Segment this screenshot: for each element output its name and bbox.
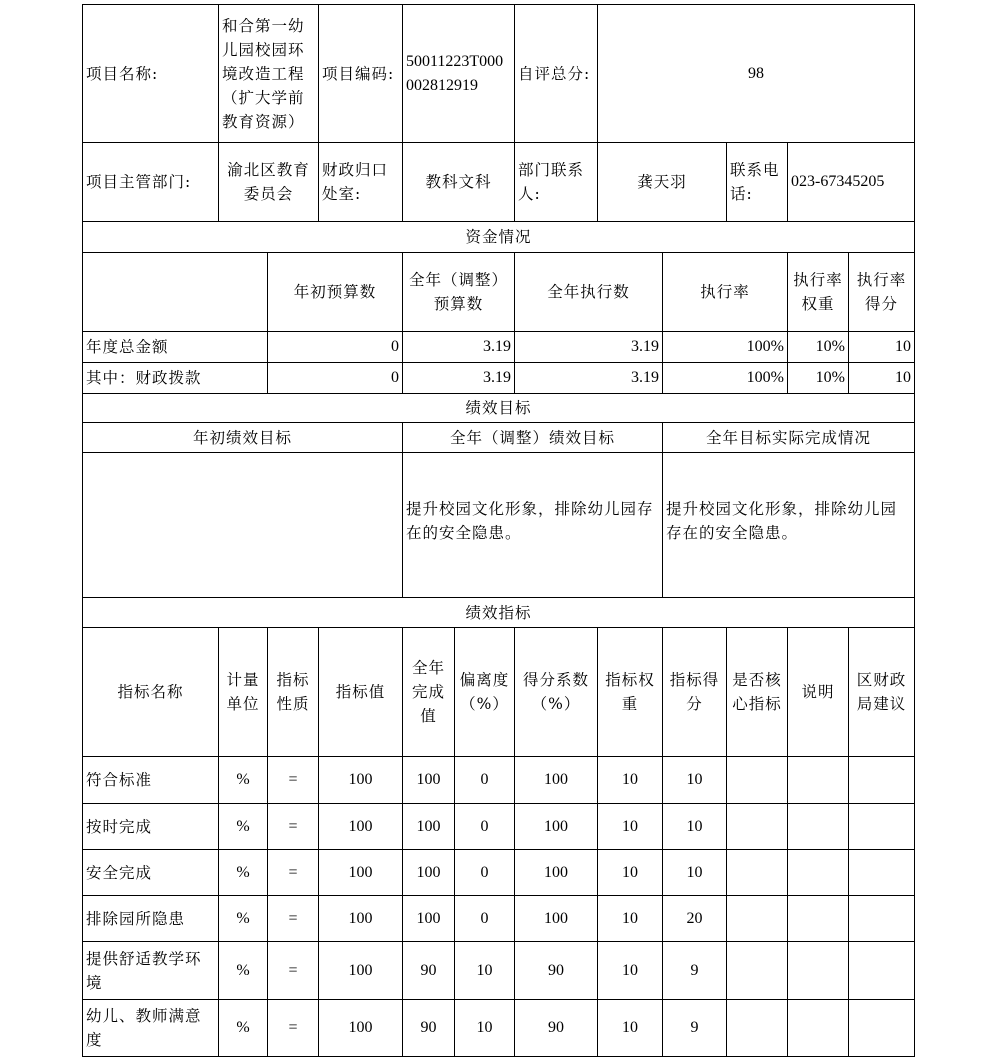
indicator-cell-0-11 bbox=[848, 756, 915, 804]
phone-label-text: 联系电话: bbox=[730, 161, 780, 203]
funds-cell-0-5 bbox=[848, 331, 915, 363]
goal-header-adjusted-text: 全年（调整）绩效目标 bbox=[449, 428, 615, 447]
indicator-cell-0-5-text: 0 bbox=[480, 771, 489, 788]
indicator-cell-4-7 bbox=[597, 941, 663, 1000]
indicator-cell-3-7 bbox=[597, 895, 663, 942]
indicator-cell-3-4-text: 100 bbox=[416, 909, 441, 927]
indicator-cell-3-7-text: 10 bbox=[622, 909, 638, 927]
project-code-label bbox=[318, 4, 403, 143]
indicator-cell-5-4-text: 90 bbox=[420, 1019, 437, 1036]
indicator-cell-2-8 bbox=[662, 849, 727, 896]
indicator-header-7-text: 指标权重 bbox=[605, 671, 655, 713]
indicator-cell-3-5-text: 0 bbox=[480, 909, 489, 927]
indicator-cell-0-9 bbox=[726, 756, 788, 804]
indicator-cell-1-5 bbox=[454, 803, 515, 850]
funds-row-label-0 bbox=[82, 331, 268, 363]
self-score-label bbox=[514, 4, 598, 143]
funds-cell-1-5 bbox=[848, 362, 915, 394]
funds-row-label-1 bbox=[82, 362, 268, 394]
indicators-section-title-text: 绩效指标 bbox=[465, 603, 532, 622]
goal-header-actual bbox=[662, 422, 915, 453]
funds-cell-0-5-text: 10 bbox=[895, 338, 911, 355]
evaluation-table bbox=[83, 5, 915, 1057]
indicator-header-4-text: 全年完成值 bbox=[411, 659, 445, 725]
funds-header-0-text: 年初预算数 bbox=[293, 283, 377, 301]
project-code-label-text: 项目编码: bbox=[322, 64, 395, 83]
funds-cell-0-4 bbox=[787, 331, 849, 363]
indicator-cell-3-6-text: 100 bbox=[544, 909, 568, 927]
funds-cell-0-0 bbox=[267, 331, 403, 363]
indicator-cell-5-5 bbox=[454, 999, 515, 1057]
indicator-cell-0-3 bbox=[318, 756, 403, 804]
project-name-label bbox=[82, 4, 219, 143]
indicator-cell-2-7-text: 10 bbox=[622, 863, 638, 881]
indicator-cell-1-6 bbox=[514, 803, 598, 850]
indicator-header-1-text: 计量单位 bbox=[226, 671, 260, 713]
indicator-cell-0-8-text: 10 bbox=[686, 771, 703, 788]
indicator-cell-4-0-text: 提供舒适教学环境 bbox=[86, 949, 202, 992]
indicator-header-0-text: 指标名称 bbox=[117, 683, 184, 701]
indicator-cell-5-10 bbox=[787, 999, 849, 1057]
funds-cell-1-5-text: 10 bbox=[895, 369, 911, 386]
funds-cell-1-4 bbox=[787, 362, 849, 394]
funds-cell-0-1-text: 3.19 bbox=[483, 338, 511, 355]
indicator-cell-4-3-text: 100 bbox=[348, 961, 373, 979]
indicator-cell-4-11 bbox=[848, 941, 915, 1000]
funds-header-5 bbox=[848, 252, 915, 332]
indicator-cell-2-0-text: 安全完成 bbox=[86, 863, 153, 882]
funds-cell-1-2-text: 3.19 bbox=[631, 369, 659, 386]
funds-cell-0-0-text: 0 bbox=[391, 338, 399, 355]
indicator-cell-4-7-text: 10 bbox=[622, 961, 638, 979]
indicator-cell-2-3 bbox=[318, 849, 403, 896]
goal-header-initial-text: 年初绩效目标 bbox=[192, 428, 292, 447]
goal-header-actual-text: 全年目标实际完成情况 bbox=[705, 428, 871, 447]
dept-label bbox=[82, 142, 219, 222]
goal-header-initial bbox=[82, 422, 403, 453]
indicator-cell-0-1 bbox=[218, 756, 268, 804]
funds-header-4 bbox=[787, 252, 849, 332]
indicator-cell-3-5 bbox=[454, 895, 515, 942]
indicator-cell-1-4-text: 100 bbox=[416, 817, 441, 835]
indicator-cell-0-1-text: % bbox=[236, 771, 250, 788]
funds-cell-0-3-text: 100% bbox=[746, 338, 784, 355]
indicator-cell-5-11 bbox=[848, 999, 915, 1057]
indicator-header-0 bbox=[82, 627, 219, 757]
funds-cell-1-2 bbox=[514, 362, 663, 394]
indicator-header-8-text: 指标得分 bbox=[669, 671, 720, 713]
project-code-value bbox=[402, 4, 515, 143]
indicator-cell-0-0-text: 符合标准 bbox=[86, 771, 153, 789]
indicator-header-6-text: 得分系数（%） bbox=[522, 671, 589, 713]
indicator-cell-4-9 bbox=[726, 941, 788, 1000]
indicator-cell-4-3 bbox=[318, 941, 403, 1000]
indicator-cell-4-6 bbox=[514, 941, 598, 1000]
indicator-cell-2-6-text: 100 bbox=[544, 863, 568, 881]
indicator-cell-4-4-text: 90 bbox=[420, 961, 437, 979]
indicator-cell-5-1 bbox=[218, 999, 268, 1057]
goal-adjusted-text: 提升校园文化形象，排除幼儿园存在的安全隐患。 bbox=[406, 500, 654, 542]
indicator-cell-1-1-text: % bbox=[236, 817, 250, 835]
indicator-cell-1-0-text: 按时完成 bbox=[86, 817, 153, 836]
indicator-cell-1-11 bbox=[848, 803, 915, 850]
funds-cell-1-3 bbox=[662, 362, 788, 394]
indicator-cell-1-1 bbox=[218, 803, 268, 850]
dept-label-text: 项目主管部门: bbox=[86, 173, 192, 191]
funds-cell-0-2 bbox=[514, 331, 663, 363]
indicator-cell-1-7 bbox=[597, 803, 663, 850]
indicator-cell-0-2-text: = bbox=[288, 771, 298, 788]
funds-cell-1-0-text: 0 bbox=[391, 369, 399, 386]
indicator-cell-0-2 bbox=[267, 756, 319, 804]
indicator-cell-2-11 bbox=[848, 849, 915, 896]
project-code-value-text: 50011223T000002812919 bbox=[406, 52, 504, 94]
goal-header-adjusted bbox=[402, 422, 663, 453]
indicator-cell-0-5 bbox=[454, 756, 515, 804]
goal-actual bbox=[662, 452, 915, 598]
indicator-cell-5-3 bbox=[318, 999, 403, 1057]
indicator-cell-4-6-text: 90 bbox=[548, 961, 564, 979]
indicator-cell-0-0 bbox=[82, 756, 219, 804]
indicator-cell-1-8-text: 10 bbox=[686, 817, 703, 835]
indicator-header-3 bbox=[318, 627, 403, 757]
indicator-cell-0-6-text: 100 bbox=[544, 771, 568, 788]
indicator-cell-1-9 bbox=[726, 803, 788, 850]
indicator-cell-5-7-text: 10 bbox=[622, 1019, 638, 1036]
indicator-header-2 bbox=[267, 627, 319, 757]
indicator-cell-3-10 bbox=[787, 895, 849, 942]
funds-header-2-text: 全年执行数 bbox=[547, 283, 630, 301]
indicator-header-2-text: 指标性质 bbox=[276, 671, 310, 713]
indicator-cell-4-1-text: % bbox=[236, 961, 250, 979]
indicator-cell-2-1-text: % bbox=[236, 863, 250, 881]
funds-cell-1-3-text: 100% bbox=[746, 369, 784, 386]
indicator-cell-5-1-text: % bbox=[236, 1019, 250, 1036]
indicator-cell-2-7 bbox=[597, 849, 663, 896]
indicator-cell-3-9 bbox=[726, 895, 788, 942]
indicator-header-1 bbox=[218, 627, 268, 757]
indicator-header-9 bbox=[726, 627, 788, 757]
self-score-label-text: 自评总分: bbox=[518, 64, 591, 83]
funds-header-5-text: 执行率得分 bbox=[856, 271, 907, 313]
funds-header-3 bbox=[662, 252, 788, 332]
funds-row-label-1-text: 其中：财政拨款 bbox=[86, 369, 202, 387]
contact-value bbox=[597, 142, 727, 222]
funds-cell-1-4-text: 10% bbox=[815, 369, 845, 386]
indicator-header-5-text: 偏离度（%） bbox=[459, 671, 510, 713]
funds-header-3-text: 执行率 bbox=[700, 283, 750, 301]
funds-header-1 bbox=[402, 252, 515, 332]
funds-header-1-text: 全年（调整）预算数 bbox=[408, 271, 508, 313]
indicator-cell-3-11 bbox=[848, 895, 915, 942]
indicator-cell-5-3-text: 100 bbox=[348, 1019, 373, 1036]
indicator-cell-2-6 bbox=[514, 849, 598, 896]
goal-adjusted bbox=[402, 452, 663, 598]
dept-value bbox=[218, 142, 319, 222]
indicator-header-3-text: 指标值 bbox=[335, 683, 386, 701]
indicator-header-10-text: 说明 bbox=[801, 683, 835, 701]
funds-cell-0-1 bbox=[402, 331, 515, 363]
indicator-header-7 bbox=[597, 627, 663, 757]
goals-section-title-text: 绩效目标 bbox=[465, 399, 532, 417]
indicator-cell-2-8-text: 10 bbox=[686, 863, 703, 881]
indicator-cell-2-9 bbox=[726, 849, 788, 896]
funds-corner-cell bbox=[82, 252, 268, 332]
indicator-header-4 bbox=[402, 627, 455, 757]
self-score-value-text: 98 bbox=[748, 64, 764, 82]
indicator-cell-1-3 bbox=[318, 803, 403, 850]
indicator-cell-0-4 bbox=[402, 756, 455, 804]
finance-office-value bbox=[402, 142, 515, 222]
indicator-cell-4-0 bbox=[82, 941, 219, 1000]
indicator-cell-2-3-text: 100 bbox=[348, 863, 373, 881]
indicator-cell-3-6 bbox=[514, 895, 598, 942]
indicator-cell-0-8 bbox=[662, 756, 727, 804]
indicator-cell-1-2-text: = bbox=[288, 817, 298, 835]
phone-value bbox=[787, 142, 915, 222]
indicator-cell-1-4 bbox=[402, 803, 455, 850]
indicator-cell-4-2-text: = bbox=[288, 961, 298, 979]
indicator-cell-4-5-text: 10 bbox=[476, 961, 493, 979]
contact-label bbox=[514, 142, 598, 222]
indicator-cell-2-2 bbox=[267, 849, 319, 896]
indicator-cell-4-5 bbox=[454, 941, 515, 1000]
indicator-cell-3-4 bbox=[402, 895, 455, 942]
indicator-cell-3-1-text: % bbox=[236, 909, 250, 927]
indicator-cell-5-8-text: 9 bbox=[690, 1019, 699, 1036]
funds-section-title bbox=[82, 221, 915, 253]
indicator-header-11-text: 区财政局建议 bbox=[856, 671, 907, 713]
dept-value-text: 渝北区教育委员会 bbox=[227, 161, 310, 203]
indicator-cell-1-3-text: 100 bbox=[348, 817, 373, 835]
funds-cell-0-4-text: 10% bbox=[815, 338, 845, 355]
indicators-section-title bbox=[82, 597, 915, 628]
self-score-value bbox=[597, 4, 915, 143]
indicator-cell-0-3-text: 100 bbox=[348, 771, 373, 788]
indicator-cell-5-2 bbox=[267, 999, 319, 1057]
funds-cell-0-2-text: 3.19 bbox=[631, 338, 659, 355]
indicator-cell-3-0 bbox=[82, 895, 219, 942]
finance-office-label-text: 财政归口处室: bbox=[322, 161, 389, 203]
indicator-cell-5-8 bbox=[662, 999, 727, 1057]
indicator-cell-5-6-text: 90 bbox=[548, 1019, 564, 1036]
indicator-cell-2-0 bbox=[82, 849, 219, 896]
indicator-cell-3-0-text: 排除园所隐患 bbox=[86, 909, 186, 928]
indicator-cell-3-3 bbox=[318, 895, 403, 942]
indicator-cell-0-4-text: 100 bbox=[416, 771, 441, 788]
indicator-header-10 bbox=[787, 627, 849, 757]
phone-label bbox=[726, 142, 788, 222]
indicator-cell-2-1 bbox=[218, 849, 268, 896]
indicator-cell-1-6-text: 100 bbox=[544, 817, 568, 835]
indicator-cell-3-8-text: 20 bbox=[686, 909, 703, 927]
indicator-cell-4-4 bbox=[402, 941, 455, 1000]
indicator-cell-5-2-text: = bbox=[288, 1019, 298, 1036]
indicator-cell-1-10 bbox=[787, 803, 849, 850]
indicator-cell-1-0 bbox=[82, 803, 219, 850]
indicator-cell-1-5-text: 0 bbox=[480, 817, 489, 835]
indicator-cell-5-5-text: 10 bbox=[476, 1019, 493, 1036]
funds-header-2 bbox=[514, 252, 663, 332]
indicator-cell-2-5-text: 0 bbox=[480, 863, 489, 881]
indicator-cell-3-2-text: = bbox=[288, 909, 298, 927]
indicator-cell-4-8-text: 9 bbox=[690, 961, 699, 979]
contact-value-text: 龚天羽 bbox=[637, 173, 687, 191]
indicator-cell-1-2 bbox=[267, 803, 319, 850]
indicator-header-11 bbox=[848, 627, 915, 757]
indicator-cell-2-10 bbox=[787, 849, 849, 896]
indicator-header-6 bbox=[514, 627, 598, 757]
project-name-value bbox=[218, 4, 319, 143]
funds-header-4-text: 执行率权重 bbox=[793, 271, 843, 313]
indicator-cell-3-1 bbox=[218, 895, 268, 942]
indicator-cell-4-1 bbox=[218, 941, 268, 1000]
indicator-cell-5-9 bbox=[726, 999, 788, 1057]
finance-office-label bbox=[318, 142, 403, 222]
funds-cell-0-3 bbox=[662, 331, 788, 363]
finance-office-value-text: 教科文科 bbox=[425, 173, 492, 191]
project-name-label-text: 项目名称: bbox=[86, 64, 159, 83]
indicator-cell-2-4 bbox=[402, 849, 455, 896]
funds-cell-1-1-text: 3.19 bbox=[483, 369, 511, 386]
indicator-cell-0-10 bbox=[787, 756, 849, 804]
goal-actual-text: 提升校园文化形象，排除幼儿园存在的安全隐患。 bbox=[666, 500, 898, 542]
indicator-cell-0-7-text: 10 bbox=[622, 771, 638, 788]
funds-section-title-text: 资金情况 bbox=[465, 228, 532, 246]
phone-value-text: 023-67345205 bbox=[791, 173, 885, 190]
indicator-cell-3-3-text: 100 bbox=[348, 909, 373, 927]
indicator-header-5 bbox=[454, 627, 515, 757]
indicator-cell-0-7 bbox=[597, 756, 663, 804]
contact-label-text: 部门联系人: bbox=[518, 161, 585, 203]
funds-cell-1-1 bbox=[402, 362, 515, 394]
indicator-cell-3-2 bbox=[267, 895, 319, 942]
indicator-cell-4-10 bbox=[787, 941, 849, 1000]
indicator-header-8 bbox=[662, 627, 727, 757]
indicator-cell-5-0-text: 幼儿、教师满意度 bbox=[86, 1007, 202, 1049]
indicator-cell-2-4-text: 100 bbox=[416, 863, 441, 881]
goals-section-title bbox=[82, 393, 915, 423]
indicator-cell-1-7-text: 10 bbox=[622, 817, 638, 835]
project-name-value-text: 和合第一幼儿园校园环境改造工程（扩大学前教育资源） bbox=[222, 16, 305, 131]
funds-row-label-0-text: 年度总金额 bbox=[86, 338, 169, 356]
indicator-cell-3-8 bbox=[662, 895, 727, 942]
indicator-cell-4-2 bbox=[267, 941, 319, 1000]
indicator-cell-1-8 bbox=[662, 803, 727, 850]
indicator-cell-5-4 bbox=[402, 999, 455, 1057]
indicator-cell-4-8 bbox=[662, 941, 727, 1000]
funds-header-0 bbox=[267, 252, 403, 332]
indicator-cell-2-2-text: = bbox=[288, 863, 298, 881]
indicator-cell-5-6 bbox=[514, 999, 598, 1057]
goal-initial bbox=[82, 452, 403, 598]
indicator-header-9-text: 是否核心指标 bbox=[732, 671, 782, 713]
funds-cell-1-0 bbox=[267, 362, 403, 394]
indicator-cell-2-5 bbox=[454, 849, 515, 896]
indicator-cell-0-6 bbox=[514, 756, 598, 804]
indicator-cell-5-0 bbox=[82, 999, 219, 1057]
indicator-cell-5-7 bbox=[597, 999, 663, 1057]
